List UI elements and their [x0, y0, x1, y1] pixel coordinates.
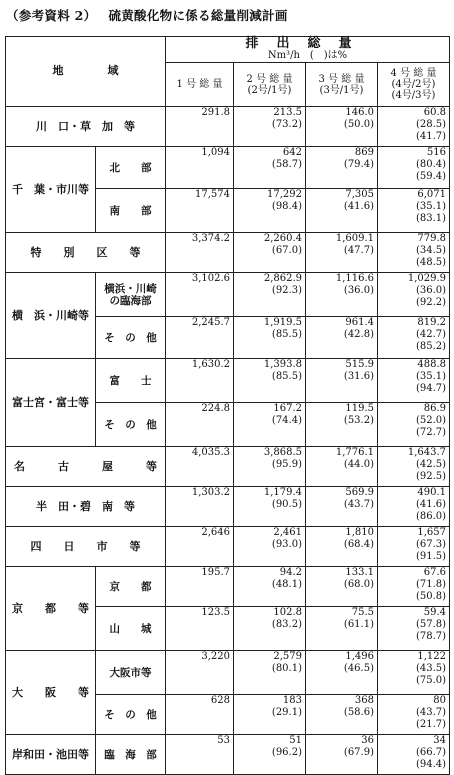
table-row: [6, 487, 450, 527]
table-row: [6, 107, 450, 147]
reduction-plan-table: [5, 36, 450, 775]
region-header: 地 域: [6, 37, 166, 107]
table-row: [6, 359, 450, 403]
value-cell-1: 3,220: [166, 651, 234, 695]
value-cell-1: 224.8: [166, 403, 234, 447]
value-cell-3: 1,496 (46.5): [306, 651, 378, 695]
subregion-cell: 富 士: [96, 359, 166, 403]
value-cell-4: 86.9 (52.0) (72.7): [378, 403, 450, 447]
value-cell-2: 2,579 (80.1): [234, 651, 306, 695]
value-cell-1: 1,094: [166, 147, 234, 189]
title-prefix: （参考資料 2）: [6, 8, 97, 23]
value-cell-4: 779.8 (34.5) (48.5): [378, 233, 450, 273]
value-cell-2: 102.8 (83.2): [234, 607, 306, 651]
subregion-cell: 京 都: [96, 567, 166, 607]
value-cell-4: 1,657 (67.3) (91.5): [378, 527, 450, 567]
subregion-cell: 横浜・川崎 の臨海部: [96, 273, 166, 317]
value-cell-4: 60.8 (28.5) (41.7): [378, 107, 450, 147]
subregion-cell: 大阪市等: [96, 651, 166, 695]
value-cell-3: 1,116.6 (36.0): [306, 273, 378, 317]
subregion-cell: 臨 海 部: [96, 735, 166, 775]
value-cell-3: 368 (58.6): [306, 695, 378, 735]
value-cell-1: 53: [166, 735, 234, 775]
value-cell-3: 569.9 (43.7): [306, 487, 378, 527]
table-row: [6, 273, 450, 317]
value-cell-4: 1,643.7 (42.5) (92.5): [378, 447, 450, 487]
value-cell-4: 6,071 (35.1) (83.1): [378, 189, 450, 233]
value-cell-1: 628: [166, 695, 234, 735]
title-text: 硫黄酸化物に係る総量削減計画: [108, 8, 288, 23]
column-header-4: 4 号 総 量 (4号/2号) (4号/3号): [378, 63, 450, 107]
value-cell-3: 75.5 (61.1): [306, 607, 378, 651]
value-cell-2: 213.5 (73.2): [234, 107, 306, 147]
value-cell-3: 515.9 (31.6): [306, 359, 378, 403]
value-cell-4: 34 (66.7) (94.4): [378, 735, 450, 775]
region-cell: 四 日 市 等: [6, 527, 166, 567]
region-cell: 千 葉・市川等: [6, 147, 96, 233]
value-cell-1: 195.7: [166, 567, 234, 607]
value-cell-1: 123.5: [166, 607, 234, 651]
value-cell-2: 1,919.5 (85.5): [234, 317, 306, 359]
table-row: [6, 735, 450, 775]
value-cell-1: 3,374.2: [166, 233, 234, 273]
subregion-cell: そ の 他: [96, 403, 166, 447]
value-cell-1: 1,303.2: [166, 487, 234, 527]
value-cell-3: 36 (67.9): [306, 735, 378, 775]
table-row: [6, 651, 450, 695]
value-cell-4: 80 (43.7) (21.7): [378, 695, 450, 735]
table-row: [6, 147, 450, 189]
column-header-3: 3 号 総 量 (3号/1号): [306, 63, 378, 107]
value-cell-3: 119.5 (53.2): [306, 403, 378, 447]
document-title: [6, 6, 288, 24]
value-cell-2: 1,179.4 (90.5): [234, 487, 306, 527]
value-cell-2: 2,862.9 (92.3): [234, 273, 306, 317]
emission-header: 排出総量 Nm³/h ( )は%: [166, 37, 450, 63]
value-cell-3: 869 (79.4): [306, 147, 378, 189]
table-row: [6, 447, 450, 487]
subregion-cell: 山 城: [96, 607, 166, 651]
value-cell-2: 94.2 (48.1): [234, 567, 306, 607]
value-cell-4: 1,122 (43.5) (75.0): [378, 651, 450, 695]
value-cell-1: 1,630.2: [166, 359, 234, 403]
value-cell-4: 488.8 (35.1) (94.7): [378, 359, 450, 403]
value-cell-3: 7,305 (41.6): [306, 189, 378, 233]
value-cell-2: 167.2 (74.4): [234, 403, 306, 447]
value-cell-2: 3,868.5 (95.9): [234, 447, 306, 487]
region-cell: 川 口・草 加 等: [6, 107, 166, 147]
value-cell-4: 516 (80.4) (59.4): [378, 147, 450, 189]
value-cell-3: 1,776.1 (44.0): [306, 447, 378, 487]
value-cell-4: 59.4 (57.8) (78.7): [378, 607, 450, 651]
value-cell-1: 4,035.3: [166, 447, 234, 487]
value-cell-3: 133.1 (68.0): [306, 567, 378, 607]
value-cell-4: 1,029.9 (36.0) (92.2): [378, 273, 450, 317]
subregion-cell: 北 部: [96, 147, 166, 189]
subregion-cell: そ の 他: [96, 695, 166, 735]
value-cell-3: 1,810 (68.4): [306, 527, 378, 567]
region-cell: 岸和田・池田等: [6, 735, 96, 775]
region-cell: 横 浜・川崎等: [6, 273, 96, 359]
value-cell-1: 2,245.7: [166, 317, 234, 359]
value-cell-2: 1,393.8 (85.5): [234, 359, 306, 403]
region-cell: 半 田・碧 南 等: [6, 487, 166, 527]
table-row: [6, 233, 450, 273]
value-cell-2: 2,461 (93.0): [234, 527, 306, 567]
value-cell-2: 183 (29.1): [234, 695, 306, 735]
value-cell-4: 819.2 (42.7) (85.2): [378, 317, 450, 359]
subregion-cell: 南 部: [96, 189, 166, 233]
subregion-cell: そ の 他: [96, 317, 166, 359]
value-cell-1: 2,646: [166, 527, 234, 567]
value-cell-3: 1,609.1 (47.7): [306, 233, 378, 273]
value-cell-2: 2,260.4 (67.0): [234, 233, 306, 273]
region-cell: 大 阪 等: [6, 651, 96, 735]
value-cell-2: 17,292 (98.4): [234, 189, 306, 233]
value-cell-1: 17,574: [166, 189, 234, 233]
value-cell-4: 490.1 (41.6) (86.0): [378, 487, 450, 527]
value-cell-1: 3,102.6: [166, 273, 234, 317]
value-cell-2: 642 (58.7): [234, 147, 306, 189]
table-row: [6, 527, 450, 567]
value-cell-3: 961.4 (42.8): [306, 317, 378, 359]
value-cell-3: 146.0 (50.0): [306, 107, 378, 147]
table-row: [6, 567, 450, 607]
column-header-2: 2 号 総 量 (2号/1号): [234, 63, 306, 107]
value-cell-2: 51 (96.2): [234, 735, 306, 775]
value-cell-4: 67.6 (71.8) (50.8): [378, 567, 450, 607]
value-cell-1: 291.8: [166, 107, 234, 147]
region-cell: 特 別 区 等: [6, 233, 166, 273]
region-cell: 名 古 屋 等: [6, 447, 166, 487]
region-cell: 富士宮・富士等: [6, 359, 96, 447]
region-cell: 京 都 等: [6, 567, 96, 651]
column-header-1: 1 号 総 量: [166, 63, 234, 107]
